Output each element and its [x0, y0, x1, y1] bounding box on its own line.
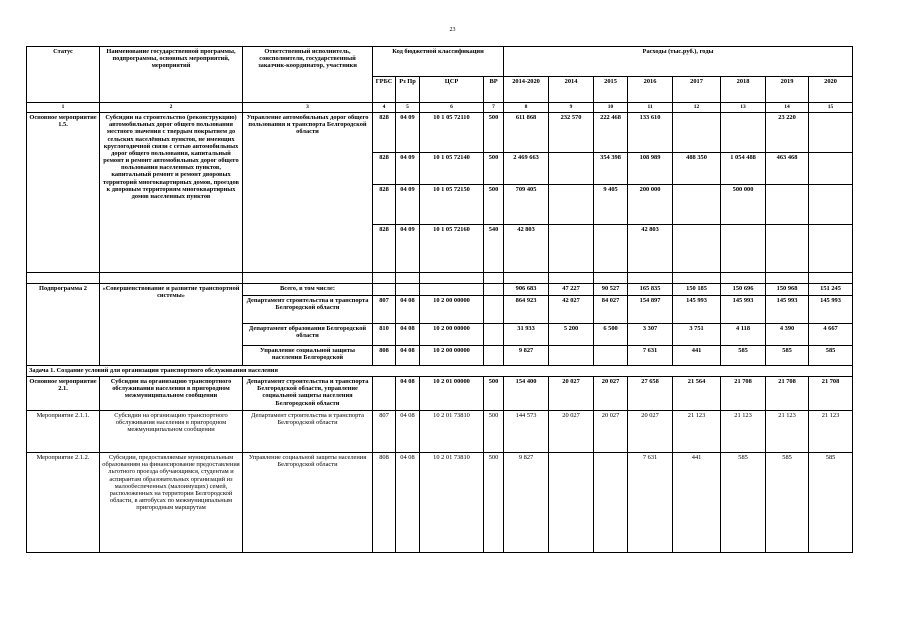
code-cell: 10 2 00 00000	[420, 324, 484, 346]
code-cell: 10 2 00 00000	[420, 296, 484, 324]
spacer-cell	[420, 273, 484, 284]
value-cell: 828	[373, 153, 396, 185]
value-cell	[594, 225, 628, 273]
value-cell: 500	[484, 113, 504, 153]
value-cell: 145 993	[766, 296, 809, 324]
value-cell: 21 708	[766, 377, 809, 411]
value-cell: 90 527	[594, 284, 628, 296]
spacer-cell	[628, 273, 673, 284]
header-vr: ВР	[484, 77, 504, 103]
value-cell: 585	[809, 453, 853, 553]
header-expenses: Расходы (тыс.руб.), годы	[504, 47, 853, 77]
column-number: 3	[243, 103, 373, 113]
value-cell: 585	[721, 346, 766, 366]
code-cell: 04 08	[396, 346, 420, 366]
value-cell: 232 570	[549, 113, 594, 153]
column-number: 6	[420, 103, 484, 113]
value-cell: 21 123	[673, 411, 721, 453]
code-cell: 04 08	[396, 411, 420, 453]
value-cell: 500	[484, 185, 504, 225]
column-number: 10	[594, 103, 628, 113]
spacer-cell	[396, 273, 420, 284]
value-cell: 21 123	[721, 411, 766, 453]
value-cell: 04 09	[396, 225, 420, 273]
value-cell: 10 1 05 72150	[420, 185, 484, 225]
value-cell: 500	[484, 153, 504, 185]
spacer-cell	[100, 273, 243, 284]
value-cell	[549, 185, 594, 225]
task-title: Задача 1. Создание условий для организации транспортного обслуживания населения	[27, 366, 853, 377]
value-cell: 150 185	[673, 284, 721, 296]
value-cell: 20 027	[594, 411, 628, 453]
code-cell	[484, 284, 504, 296]
value-cell: 828	[373, 185, 396, 225]
spacer-cell	[721, 273, 766, 284]
value-cell: 709 405	[504, 185, 549, 225]
value-cell: 21 123	[766, 411, 809, 453]
column-number: 12	[673, 103, 721, 113]
code-cell	[396, 284, 420, 296]
executor-cell: Департамент строительства и транспорта Белгородской области	[243, 411, 373, 453]
spacer-cell	[243, 273, 373, 284]
code-cell: 04 08	[396, 324, 420, 346]
value-cell: 133 610	[628, 113, 673, 153]
table-row	[27, 113, 853, 153]
value-cell: 6 500	[594, 324, 628, 346]
value-cell: 828	[373, 113, 396, 153]
executor-cell: Управление социальной защиты населения Белгородской области	[243, 453, 373, 553]
value-cell: 10 1 05 72110	[420, 113, 484, 153]
spacer-row	[27, 273, 853, 284]
value-cell: 21 123	[809, 411, 853, 453]
value-cell: 10 1 05 72140	[420, 153, 484, 185]
value-cell: 441	[673, 346, 721, 366]
value-cell: 154 897	[628, 296, 673, 324]
column-number: 7	[484, 103, 504, 113]
spacer-cell	[504, 273, 549, 284]
value-cell	[809, 113, 853, 153]
executor-cell: Департамент образования Белгородской области	[243, 324, 373, 346]
value-cell: 354 398	[594, 153, 628, 185]
code-cell: 04 08	[396, 296, 420, 324]
value-cell: 4 390	[766, 324, 809, 346]
spacer-cell	[766, 273, 809, 284]
column-number: 11	[628, 103, 673, 113]
value-cell: 540	[484, 225, 504, 273]
code-cell: 04 08	[396, 453, 420, 553]
code-cell: 807	[373, 411, 396, 453]
page-number: 23	[449, 27, 456, 33]
value-cell: 21 564	[673, 377, 721, 411]
value-cell: 154 400	[504, 377, 549, 411]
code-cell	[484, 324, 504, 346]
spacer-cell	[673, 273, 721, 284]
spacer-cell	[809, 273, 853, 284]
value-cell	[594, 453, 628, 553]
code-cell: 500	[484, 411, 504, 453]
value-cell: 500 000	[721, 185, 766, 225]
spacer-cell	[549, 273, 594, 284]
value-cell: 04 09	[396, 185, 420, 225]
header-year: 2014-2020	[504, 77, 549, 103]
status-cell: Мероприятие 2.1.1.	[27, 411, 100, 453]
value-cell: 611 868	[504, 113, 549, 153]
code-cell: 10 2 01 73810	[420, 411, 484, 453]
value-cell: 9 405	[594, 185, 628, 225]
budget-table	[26, 46, 853, 553]
header-rzpr: Рз Пр	[396, 77, 420, 103]
header-year: 2020	[809, 77, 853, 103]
value-cell: 04 09	[396, 153, 420, 185]
header-year: 2019	[766, 77, 809, 103]
header-year: 2014	[549, 77, 594, 103]
code-cell: 10 2 01 00000	[420, 377, 484, 411]
value-cell: 9 827	[504, 346, 549, 366]
column-number: 5	[396, 103, 420, 113]
value-cell: 3 307	[628, 324, 673, 346]
value-cell	[766, 185, 809, 225]
column-number-row	[27, 103, 853, 113]
value-cell: 463 468	[766, 153, 809, 185]
value-cell	[549, 346, 594, 366]
value-cell: 145 993	[673, 296, 721, 324]
column-number: 14	[766, 103, 809, 113]
value-cell: 42 803	[628, 225, 673, 273]
status-cell: Подпрограмма 2	[27, 284, 100, 366]
value-cell	[673, 225, 721, 273]
spacer-cell	[484, 273, 504, 284]
column-number: 8	[504, 103, 549, 113]
spacer-cell	[27, 273, 100, 284]
value-cell: 828	[373, 225, 396, 273]
header-grbs: ГРБС	[373, 77, 396, 103]
value-cell: 145 993	[721, 296, 766, 324]
value-cell: 42 027	[549, 296, 594, 324]
value-cell: 585	[766, 346, 809, 366]
value-cell: 10 1 05 72160	[420, 225, 484, 273]
value-cell: 7 631	[628, 453, 673, 553]
value-cell: 20 027	[628, 411, 673, 453]
value-cell: 200 000	[628, 185, 673, 225]
status-cell: Мероприятие 2.1.2.	[27, 453, 100, 553]
column-number: 15	[809, 103, 853, 113]
column-number: 1	[27, 103, 100, 113]
column-number: 2	[100, 103, 243, 113]
code-cell: 810	[373, 324, 396, 346]
value-cell	[809, 153, 853, 185]
value-cell: 27 658	[628, 377, 673, 411]
name-cell: Субсидии на организацию транспортного обслуживания населения в пригородном межмуниципальном сообщении	[100, 411, 243, 453]
column-number: 13	[721, 103, 766, 113]
name-cell: «Совершенствование и развитие транспортной системы»	[100, 284, 243, 366]
task-row	[27, 366, 853, 377]
value-cell: 864 923	[504, 296, 549, 324]
value-cell: 7 631	[628, 346, 673, 366]
value-cell	[809, 185, 853, 225]
value-cell: 23 220	[766, 113, 809, 153]
executor-cell: Департамент строительства и транспорта Белгородской области, управление социальной защиты населения Белгородской области	[243, 377, 373, 411]
value-cell: 1 054 488	[721, 153, 766, 185]
value-cell: 585	[721, 453, 766, 553]
name-cell: Субсидии на строительство (реконструкцию) автомобильных дорог общего пользования местного значения с твердым покрытием до сельских населённых пунктов, не имеющих круглогодичной связи с сетью автомобильных дорог общего пользования, капитальный ремонт и ремонт автомобильных дорог общего пользования населенных пунктов, капитальный ремонт и ремонт дворовых территорий многоквартирных домов, проездов к дворовым территориям многоквартирных домов населенных пунктов	[100, 113, 243, 273]
value-cell	[549, 225, 594, 273]
value-cell	[673, 185, 721, 225]
column-number: 9	[549, 103, 594, 113]
value-cell	[766, 225, 809, 273]
name-cell: Субсидии, предоставляемые муниципальным образованиям на финансирование предоставления льготного проезда обучающимся, студентам и аспирантам образовательных организаций из малообеспеченных (малоимущих) семей, расположенных на территории Белгородской области, в автобусах по межмуниципальным пригородным маршрутам	[100, 453, 243, 553]
value-cell	[673, 113, 721, 153]
value-cell	[721, 113, 766, 153]
spacer-cell	[594, 273, 628, 284]
code-cell	[484, 346, 504, 366]
value-cell: 20 027	[594, 377, 628, 411]
executor-cell: Всего, в том числе:	[243, 284, 373, 296]
value-cell: 165 835	[628, 284, 673, 296]
code-cell: 807	[373, 296, 396, 324]
header-row	[27, 47, 853, 77]
code-cell: 808	[373, 346, 396, 366]
value-cell: 9 827	[504, 453, 549, 553]
value-cell: 585	[766, 453, 809, 553]
value-cell: 2 469 663	[504, 153, 549, 185]
value-cell	[594, 346, 628, 366]
value-cell: 20 027	[549, 377, 594, 411]
header-year: 2016	[628, 77, 673, 103]
value-cell: 585	[809, 346, 853, 366]
value-cell: 31 933	[504, 324, 549, 346]
code-cell: 10 2 01 73810	[420, 453, 484, 553]
code-cell	[484, 296, 504, 324]
value-cell: 906 683	[504, 284, 549, 296]
table-row	[27, 411, 853, 453]
header-executor: Ответственный исполнитель, соисполнители, государственный заказчик-координатор, участники	[243, 47, 373, 103]
value-cell: 151 245	[809, 284, 853, 296]
executor-cell: Управление автомобильных дорог общего пользования и транспорта Белгородской области	[243, 113, 373, 273]
header-year: 2018	[721, 77, 766, 103]
header-budget-code: Код бюджетной классификации	[373, 47, 504, 77]
header-year: 2017	[673, 77, 721, 103]
header-year: 2015	[594, 77, 628, 103]
status-cell: Основное мероприятие 1.5.	[27, 113, 100, 273]
executor-cell: Управление социальной защиты населения Белгородской	[243, 346, 373, 366]
value-cell: 5 200	[549, 324, 594, 346]
table-row	[27, 377, 853, 411]
table-row	[27, 453, 853, 553]
value-cell: 4 667	[809, 324, 853, 346]
code-cell: 808	[373, 453, 396, 553]
value-cell: 3 751	[673, 324, 721, 346]
value-cell: 20 027	[549, 411, 594, 453]
value-cell: 42 803	[504, 225, 549, 273]
value-cell	[549, 153, 594, 185]
header-csr: ЦСР	[420, 77, 484, 103]
value-cell: 4 118	[721, 324, 766, 346]
value-cell: 04 09	[396, 113, 420, 153]
executor-cell: Департамент строительства и транспорта Белгородской области	[243, 296, 373, 324]
value-cell: 145 993	[809, 296, 853, 324]
value-cell: 108 989	[628, 153, 673, 185]
code-cell	[373, 284, 396, 296]
name-cell: Субсидии на организацию транспортного обслуживания населения в пригородном межмуниципальном сообщении	[100, 377, 243, 411]
status-cell: Основное мероприятие 2.1.	[27, 377, 100, 411]
value-cell: 441	[673, 453, 721, 553]
value-cell	[809, 225, 853, 273]
value-cell: 150 968	[766, 284, 809, 296]
value-cell: 84 027	[594, 296, 628, 324]
table-row	[27, 284, 853, 296]
column-number: 4	[373, 103, 396, 113]
code-cell	[373, 377, 396, 411]
code-cell: 500	[484, 453, 504, 553]
value-cell	[549, 453, 594, 553]
value-cell: 21 708	[721, 377, 766, 411]
value-cell: 150 696	[721, 284, 766, 296]
value-cell: 488 350	[673, 153, 721, 185]
value-cell: 21 708	[809, 377, 853, 411]
code-cell	[420, 284, 484, 296]
value-cell: 144 573	[504, 411, 549, 453]
code-cell: 10 2 00 00000	[420, 346, 484, 366]
value-cell: 47 227	[549, 284, 594, 296]
spacer-cell	[373, 273, 396, 284]
value-cell	[721, 225, 766, 273]
code-cell: 04 08	[396, 377, 420, 411]
header-name: Наименование государственной программы, подпрограммы, основных мероприятий, мероприятий	[100, 47, 243, 103]
value-cell: 222 468	[594, 113, 628, 153]
code-cell: 500	[484, 377, 504, 411]
header-status: Статус	[27, 47, 100, 103]
